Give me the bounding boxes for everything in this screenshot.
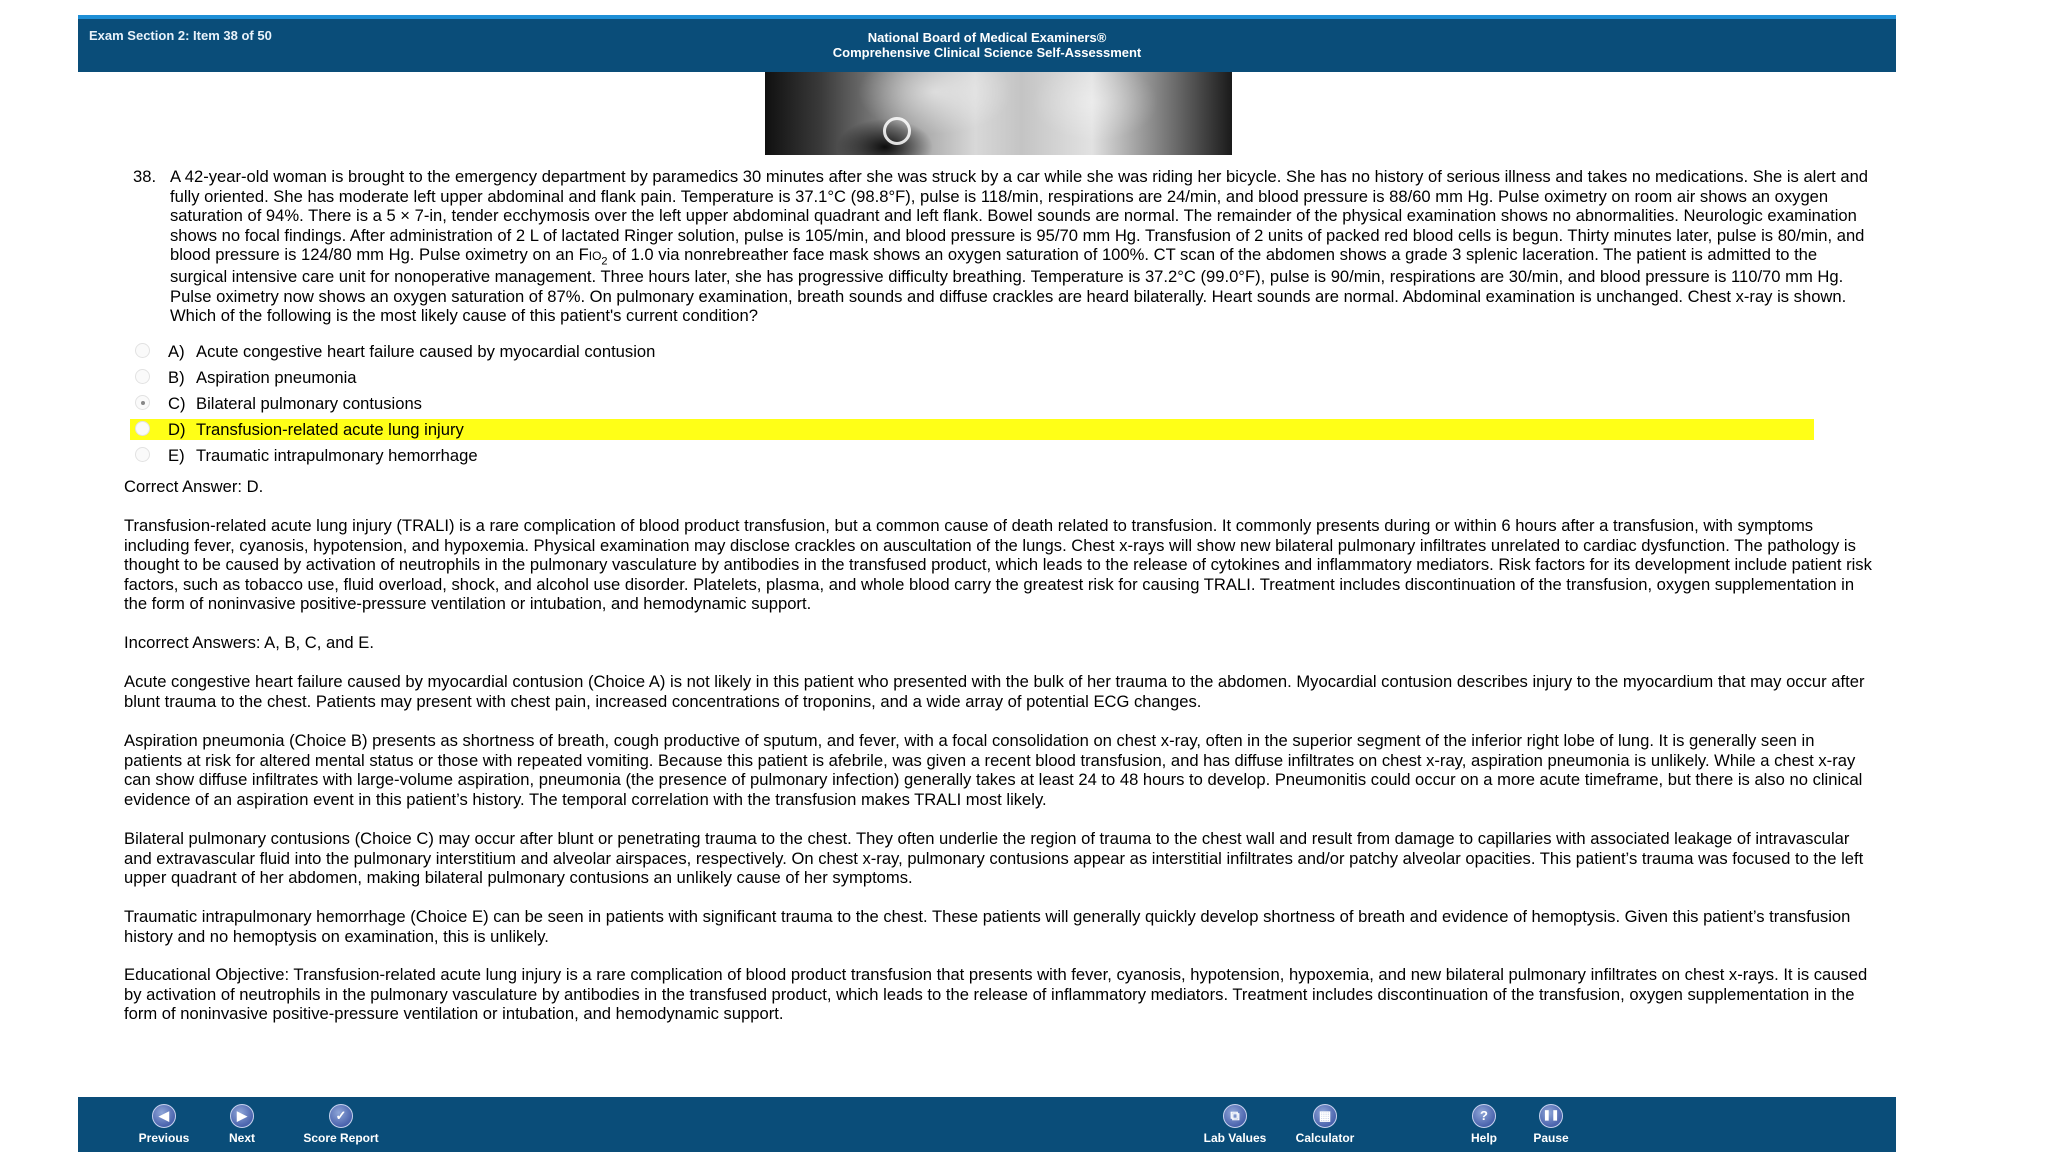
radio-button-b[interactable] [135, 369, 150, 384]
educational-objective: Educational Objective: Transfusion-related acute lung injury is a rare complication of blood product transfusion that presents with fever, cyanosis, hypotension, hypoxemia, and new bilateral pulmonary infiltrates on chest x-rays. It is caused by activation of neutrophils in the pulmonary vasculature by antibodies in the transfused product, which leads to the release of inflammatory mediators. Treatment includes discontinuation of the transfusion, oxygen supplementation in the form of noninvasive positive-pressure ventilation or intubation, and hemodynamic support. [124, 965, 1868, 1024]
radio-dot [141, 401, 145, 405]
incorrect-answers-label: Incorrect Answers: A, B, C, and E. [124, 633, 374, 652]
exam-title-line1: National Board of Medical Examiners® [867, 30, 1107, 45]
option-text: Acute congestive heart failure caused by myocardial contusion [196, 342, 656, 361]
chest-xray-image[interactable] [765, 72, 1232, 155]
item-counter: Exam Section 2: Item 38 of 50 [89, 28, 272, 43]
question-number: 38. [133, 167, 157, 186]
help-label: Help [1470, 1131, 1497, 1145]
answer-option-a[interactable] [130, 341, 1814, 362]
calculator-label: Calculator [1295, 1131, 1355, 1145]
next-button[interactable] [197, 1097, 287, 1152]
radio-button-d[interactable] [135, 421, 150, 436]
score-report-label: Score Report [303, 1131, 379, 1145]
option-letter: E) [168, 446, 185, 465]
explanation-trali: Transfusion-related acute lung injury (TRALI) is a rare complication of blood product transfusion, but a common cause of death related to transfusion. It commonly presents during or within 6 hours after a transfusion, with symptoms including fever, cyanosis, hypotension, and hypoxemia. Physical examination may disclose crackles on auscultation of the lungs. Chest x-rays will show new bilateral pulmonary infiltrates unrelated to cardiac dysfunction. The pathology is thought to be caused by activation of neutrophils in the pulmonary vasculature by antibodies in the transfused product, which leads to the release of cytokines and inflammatory mediators. Risk factors for its development include patient risk factors, such as tobacco use, fluid overload, shock, and alcohol use disorder. Platelets, plasma, and whole blood carry the greatest risk for causing TRALI. Treatment includes discontinuation of the transfusion, oxygen supplementation in the form of noninvasive positive-pressure ventilation or intubation, and hemodynamic support. [124, 516, 1872, 614]
stem-part-1: A 42-year-old woman is brought to the emergency department by paramedics 30 minutes after she was struck by a car while she was riding her bicycle. She has no history of serious illness and takes no medications. She is alert and fully oriented. She has moderate left upper abdominal and flank pain. Temperature is 37.1°C (98.8°F), pulse is 118/min, respirations are 24/min, and blood pressure is 88/60 mm Hg. Pulse oximetry on room air shows an oxygen saturation of 94%. There is a 5 × 7-in, tender ecchymosis over the left upper abdominal quadrant and left flank. Bowel sounds are normal. The remainder of the physical examination shows no abnormalities. Neurologic examination shows no focal findings. After administration of 2 L of lactated Ringer solution, pulse is 105/min, and blood pressure is 95/70 mm Hg. Transfusion of 2 units of packed red blood cells is begun. Thirty minutes later, pulse is 80/min, and blood pressure is 124/80 mm Hg. Pulse oximetry on an F [170, 167, 1869, 265]
calculator-button[interactable] [1280, 1097, 1370, 1152]
question-stem [133, 167, 1873, 326]
correct-answer-label: Correct Answer: D. [124, 477, 264, 496]
explanation-choice-c: Bilateral pulmonary contusions (Choice C) may occur after blunt or penetrating trauma to the chest. They often underlie the region of trauma to the chest wall and result from damage to capillaries with associated leakage of intravascular and extravascular fluid into the pulmonary interstitium and alveolar airspaces, respectively. On chest x-ray, pulmonary contusions appear as interstitial infiltrates and/or patchy alveolar opacities. This patient’s trauma was focused to the left upper quadrant of her abdomen, making bilateral pulmonary contusions an unlikely cause of her symptoms. [124, 829, 1864, 888]
fio2-subscript: 2 [601, 255, 608, 268]
pause-label: Pause [1533, 1131, 1569, 1145]
pause-button[interactable] [1506, 1097, 1596, 1152]
option-letter: C) [168, 394, 186, 413]
option-letter: D) [168, 420, 186, 439]
explanation-choice-b: Aspiration pneumonia (Choice B) presents as shortness of breath, cough productive of sputum, and fever, with a focal consolidation on chest x-ray, often in the superior segment of the inferior right lobe of lung. It is generally seen in patients at risk for altered mental status or those with repeated vomiting. Because this patient is afebrile, was given a recent blood transfusion, and has diffuse infiltrates on chest x-ray, aspiration pneumonia is unlikely. While a chest x-ray can show diffuse infiltrates with large-volume aspiration, pneumonia (the presence of pulmonary infection) generally takes at least 24 to 48 hours to develop. Pneumonitis could occur on a more acute timeframe, but there is also no clinical evidence of an aspiration event in this patient’s history. The temporal correlation with the transfusion makes TRALI most likely. [124, 731, 1863, 809]
option-text: Traumatic intrapulmonary hemorrhage [196, 446, 478, 465]
radio-button-e[interactable] [135, 447, 150, 462]
radio-button-a[interactable] [135, 343, 150, 358]
help-icon: ? [1472, 1104, 1496, 1128]
fio2-small: IO [588, 249, 602, 264]
stem-part-2: of 1.0 via nonrebreather face mask shows an oxygen saturation of 100%. CT scan of the abdomen shows a grade 3 splenic laceration. The patient is admitted to the surgical intensive care unit for nonoperative management. Three hours later, she has progressive difficulty breathing. Temperature is 37.2°C (99.0°F), pulse is 90/min, respirations are 30/min, and blood pressure is 110/70 mm Hg. Pulse oximetry now shows an oxygen saturation of 87%. On pulmonary examination, breath sounds and diffuse crackles are heard bilaterally. Heart sounds are normal. Abdominal examination is unchanged. Chest x-ray is shown. Which of the following is the most likely cause of this patient's current condition? [170, 245, 1847, 326]
exam-footer-toolbar [78, 1097, 1896, 1152]
answer-option-c[interactable] [130, 393, 1814, 414]
pause-icon: ❚❚ [1539, 1104, 1563, 1128]
checkmark-icon: ✓ [329, 1104, 353, 1128]
next-icon: ▶ [230, 1104, 254, 1128]
exam-title [78, 30, 1896, 60]
option-text: Transfusion-related acute lung injury [196, 420, 464, 439]
explanation-choice-a: Acute congestive heart failure caused by myocardial contusion (Choice A) is not likely in this patient who presented with the bulk of her trauma to the abdomen. Myocardial contusion describes injury to the myocardium that may occur after blunt trauma to the chest. Patients may present with chest pain, increased concentrations of troponins, and a wide array of potential ECG changes. [124, 672, 1865, 711]
option-text: Bilateral pulmonary contusions [196, 394, 422, 413]
lab-values-icon: ⧉ [1223, 1104, 1247, 1128]
option-text: Aspiration pneumonia [196, 368, 357, 387]
option-letter: B) [168, 368, 185, 387]
exam-title-line2: Comprehensive Clinical Science Self-Assessment [832, 45, 1142, 60]
question-stem-text [170, 167, 1873, 326]
lab-values-button[interactable] [1190, 1097, 1280, 1152]
previous-icon: ◀ [152, 1104, 176, 1128]
answer-option-b[interactable] [130, 367, 1814, 388]
option-letter: A) [168, 342, 185, 361]
previous-button[interactable] [119, 1097, 209, 1152]
answer-option-d-correct[interactable] [130, 419, 1814, 440]
lab-values-label: Lab Values [1203, 1131, 1267, 1145]
next-label: Next [228, 1131, 255, 1145]
answer-option-e[interactable] [130, 445, 1814, 466]
radio-button-c-selected[interactable] [135, 395, 150, 410]
exam-header [78, 19, 1896, 72]
score-report-button[interactable] [296, 1097, 386, 1152]
calculator-icon: ▦ [1313, 1104, 1337, 1128]
xray-marker [883, 117, 911, 145]
previous-label: Previous [138, 1131, 190, 1145]
explanation-choice-e: Traumatic intrapulmonary hemorrhage (Choice E) can be seen in patients with significant trauma to the chest. These patients will generally quickly develop shortness of breath and evidence of hemoptysis. Given this patient’s transfusion history and no hemoptysis on examination, this is unlikely. [124, 907, 1851, 946]
